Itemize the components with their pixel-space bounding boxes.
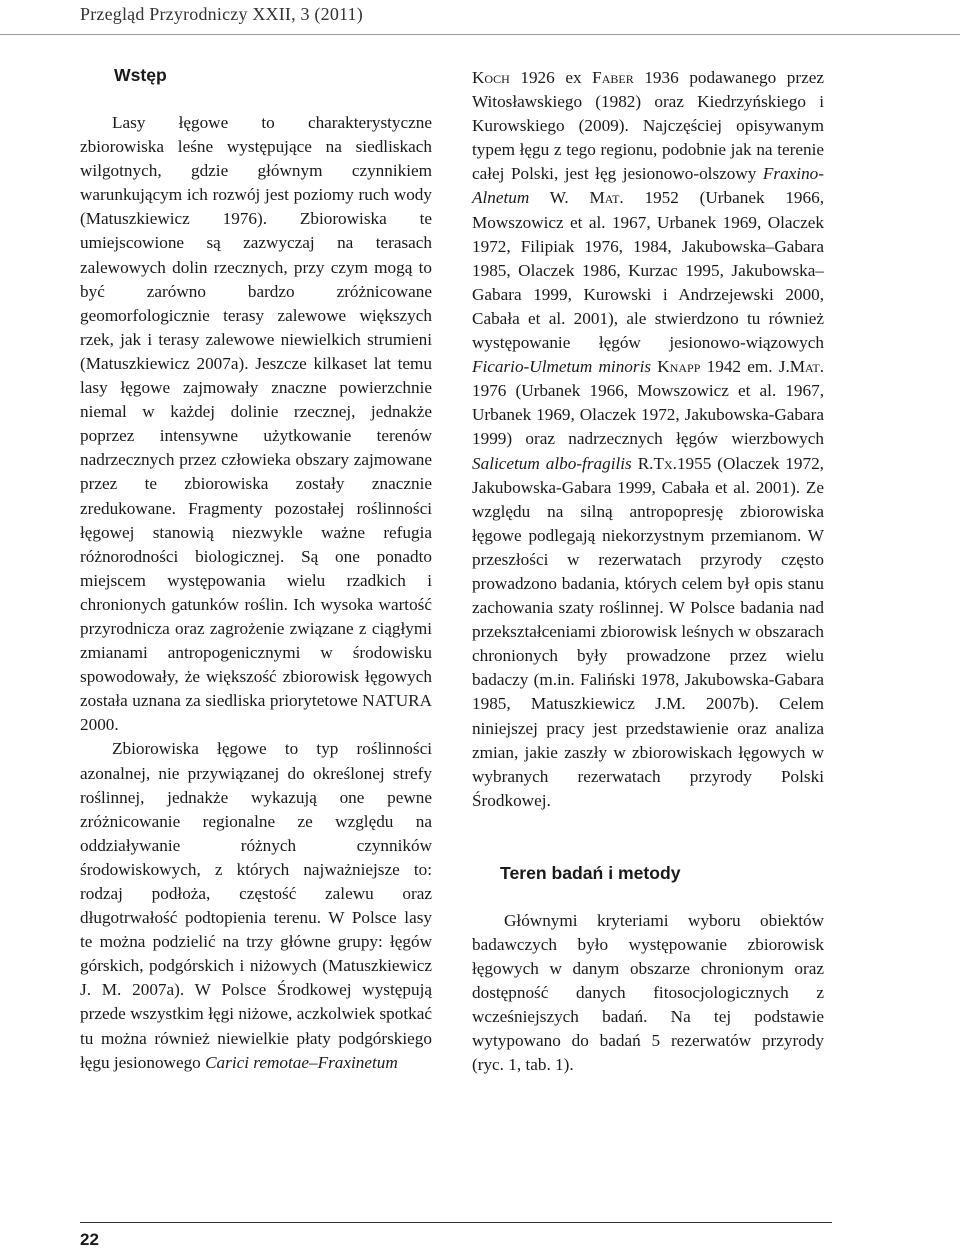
paragraph-intro-2-part1 (80, 737, 432, 1074)
header-rule (0, 34, 960, 35)
section-heading-methods: Teren badań i metody (500, 862, 681, 883)
p2-text-b: 1926 ex (509, 68, 593, 87)
right-column (472, 66, 824, 1078)
taxon-fraxino-alnetum: Fraxino-Alnetum (472, 164, 824, 208)
p2-text-a: Zbiorowiska łęgowe to typ roślinności azonalnej, nie przywiązanej do określonej strefy roślinnej, jednakże wykazują one pewne zróżnicowanie regionalne ze względu na oddziaływanie różnych czynników środowiskowych, z których najważniejsze to: rodzaj podłoża, częstość zalewu oraz długotrwałość podtopienia terenu. W Polsce lasy te można podzielić na trzy główne grupy: łęgów górskich, podgórskich i niżowych (Matuszkiewicz J. M. 2007a). W Polsce Środkowej występują przede wszystkim łęgi niżowe, aczkolwiek spotkać tu można również niewielkie płaty podgórskiego łęgu jesionowego (80, 739, 432, 1072)
taxon-ficario-ulmetum: Ficario-Ulmetum minoris (472, 357, 652, 377)
author-mat-1: Mat. (589, 188, 624, 208)
paragraph-intro-1: Lasy łęgowe to charakterystyczne zbiorowiska leśne występujące na siedliskach wilgotnych, gdzie głównym czynnikiem warunkującym ich rozwój jest poziomy ruch wody (Matuszkiewicz 1976). Zbiorowiska te umiejscowione są zazwyczaj na terasach zalewowych dolin rzecznych, przy czym mogą to być zarówno bardzo zróżnicowane geomorfologicznie terasy zalewowe większych rzek, jak i terasy zalewowe niewielkich strumieni (Matuszkiewicz 2007a). Jeszcze kilkaset lat temu lasy łęgowe zajmowały znaczne powierzchnie niemal w każdej dolinie rzecznej, jednakże poprzez intensywne użytkowanie terenów nadrzecznych przez człowieka obszary zajmowane przez te zbiorowiska zostały znacznie zredukowane. Fragmenty pozostałej roślinności łęgowej stanowią niezwykle ważne refugia różnorodności biologicznej. Są one ponadto miejscem występowania wielu rzadkich i chronionych gatunków roślin. Ich wysoka wartość przyrodnicza oraz zagrożenie związane z ciągłymi zmianami antropogenicznymi w środowisku spowodowały, że większość zbiorowisk łęgowych została uznana za siedliska priorytetowe NATURA 2000. (80, 113, 432, 735)
p2-text-f: 1942 em. J. (700, 357, 790, 377)
p2-text-d: W. (529, 188, 590, 208)
footer-rule (80, 1222, 832, 1223)
author-mat-2: Mat. (789, 357, 824, 377)
author-koch: Koch (472, 68, 510, 87)
p2-text-c: 1936 podawanego przez Witosławskiego (1982) oraz Kiedrzyńskiego i Kurowskiego (2009). Najczęściej opisywanym typem łęgu z tego regionu, podobnie jak na terenie całej Polski, jest łęg jesionowo-olszowy (472, 68, 824, 184)
paragraph-methods-1: Głównymi kryteriami wyboru obiektów badawczych było występowanie zbiorowisk łęgowych w danym obszarze chronionym oraz dostępność danych fitosocjologicznych z wcześniejszych badań. Na tej podstawie wytypowano do badań 5 rezerwatów przyrody (ryc. 1, tab. 1). (472, 910, 824, 1075)
p2-text-e: 1952 (Urbanek 1966, Mowszowicz et al. 1967, Urbanek 1969, Olaczek 1972, Filipiak 1976, 1984, Jakubowska–Gabara 1985, Olaczek 1986, Kurzac 1995, Jakubowska–Gabara 1999, Kurowski i Andrzejewski 2000, Cabała et al. 2001), ale stwierdzono tu również występowanie łęgów jesionowo-wiązowych (472, 188, 824, 353)
author-knapp: Knapp (657, 357, 701, 377)
p2-text-g: 1976 (Urbanek 1966, Mowszowicz et al. 1967, Urbanek 1969, Olaczek 1972, Jakubowska-Gabara 1999) oraz nadrzecznych łęgów wierzbowych (472, 381, 824, 449)
author-faber: Faber (592, 68, 634, 87)
taxon-carici-remotae: Carici remotae–Fraxinetum (205, 1052, 398, 1072)
author-tx: Tx. (653, 453, 677, 473)
taxon-salicetum: Salicetum albo-fragilis (472, 453, 632, 473)
p2-text-h: R. (631, 453, 654, 473)
running-head: Przegląd Przyrodniczy XXII, 3 (2011) (80, 4, 363, 24)
page-number: 22 (80, 1230, 99, 1249)
paragraph-intro-2-part2 (472, 66, 824, 813)
left-column (80, 63, 432, 1075)
p2-text-i: 1955 (Olaczek 1972, Jakubowska-Gabara 1999, Cabała et al. 2001). Ze względu na silną antropopresję zbiorowiska łęgowe podlegają niekorzystnym przemianom. W przeszłości w rezerwatach przyrody często prowadzono badania, których celem był opis stanu zachowania szaty roślinnej. W Polsce badania nad przekształceniami zbiorowisk leśnych w obszarach chronionych były prowadzone przez wielu badaczy (m.in. Faliński 1978, Jakubowska-Gabara 1985, Matuszkiewicz J.M. 2007b). Celem niniejszej pracy jest przedstawienie oraz analiza zmian, jakie zaszły w zbiorowiskach łęgowych w wybranych rezerwatach przyrody Polski Środkowej. (472, 453, 824, 810)
section-heading-intro: Wstęp (114, 65, 167, 85)
